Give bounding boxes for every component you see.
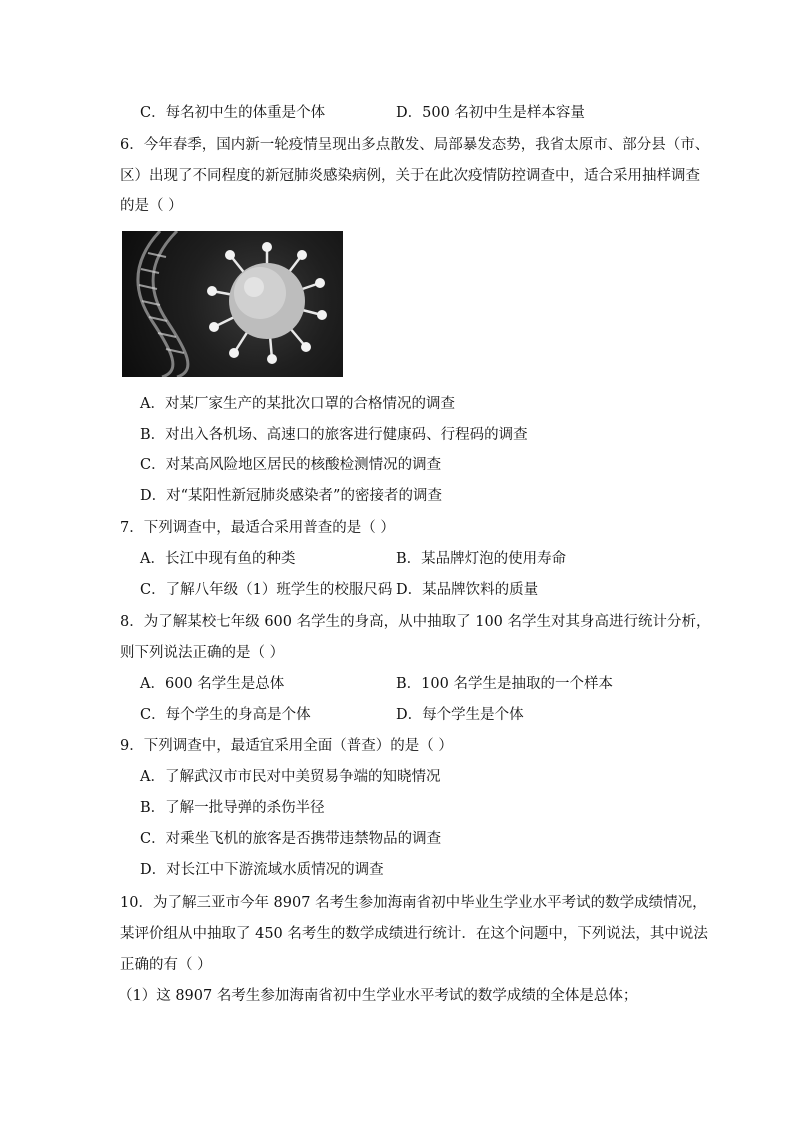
q9-option-d: D．对长江中下游流域水质情况的调查: [140, 862, 384, 878]
q8-option-c: C．每个学生的身高是个体: [140, 707, 311, 723]
q10-stem-line-3: 正确的有（ ）: [120, 957, 212, 973]
coronavirus-image: [122, 231, 343, 377]
q9-stem: 9．下列调查中，最适宜采用全面（普查）的是（ ）: [120, 738, 453, 754]
q10-statement-1: （1）这 8907 名考生参加海南省初中生学业水平考试的数学成绩的全体是总体；: [118, 988, 638, 1004]
q7-option-c: C．了解八年级（1）班学生的校服尺码: [140, 582, 393, 598]
q8-option-d: D．每个学生是个体: [396, 707, 524, 723]
q8-stem-line-1: 8．为了解某校七年级 600 名学生的身高，从中抽取了 100 名学生对其身高进行统计分析，: [120, 614, 711, 630]
q6-option-d: D．对“某阳性新冠肺炎感染者”的密接者的调查: [140, 488, 442, 504]
q8-stem-line-2: 则下列说法正确的是（ ）: [120, 645, 285, 661]
q9-option-a: A．了解武汉市市民对中美贸易争端的知晓情况: [140, 769, 441, 785]
q6-option-b: B．对出入各机场、高速口的旅客进行健康码、行程码的调查: [140, 427, 528, 443]
q7-option-d: D．某品牌饮料的质量: [396, 582, 539, 598]
q9-option-b: B．了解一批导弹的杀伤半径: [140, 800, 325, 816]
q6-option-a: A．对某厂家生产的某批次口罩的合格情况的调查: [140, 396, 455, 412]
q10-stem-line-1: 10．为了解三亚市今年 8907 名考生参加海南省初中毕业生学业水平考试的数学成绩情况，: [120, 895, 707, 911]
q8-option-b: B．100 名学生是抽取的一个样本: [396, 676, 613, 692]
q6-stem-line-2: 区）出现了不同程度的新冠肺炎感染病例，关于在此次疫情防控调查中，适合采用抽样调查: [120, 168, 700, 184]
q7-stem: 7．下列调查中，最适合采用普查的是（ ）: [120, 520, 395, 536]
q6-stem-line-3: 的是（ ）: [120, 198, 183, 214]
q6-stem-line-1: 6．今年春季，国内新一轮疫情呈现出多点散发、局部暴发态势，我省太原市、部分县（市、: [120, 137, 710, 153]
q6-option-c: C．对某高风险地区居民的核酸检测情况的调查: [140, 457, 442, 473]
q7-option-b: B．某品牌灯泡的使用寿命: [396, 551, 567, 567]
q10-stem-line-2: 某评价组从中抽取了 450 名考生的数学成绩进行统计．在这个问题中，下列说法，其中说法: [120, 926, 708, 942]
q5-option-c: C．每名初中生的体重是个体: [140, 105, 326, 121]
q9-option-c: C．对乘坐飞机的旅客是否携带违禁物品的调查: [140, 831, 442, 847]
q8-option-a: A．600 名学生是总体: [140, 676, 285, 692]
q5-option-d: D．500 名初中生是样本容量: [396, 105, 585, 121]
q7-option-a: A．长江中现有鱼的种类: [140, 551, 296, 567]
